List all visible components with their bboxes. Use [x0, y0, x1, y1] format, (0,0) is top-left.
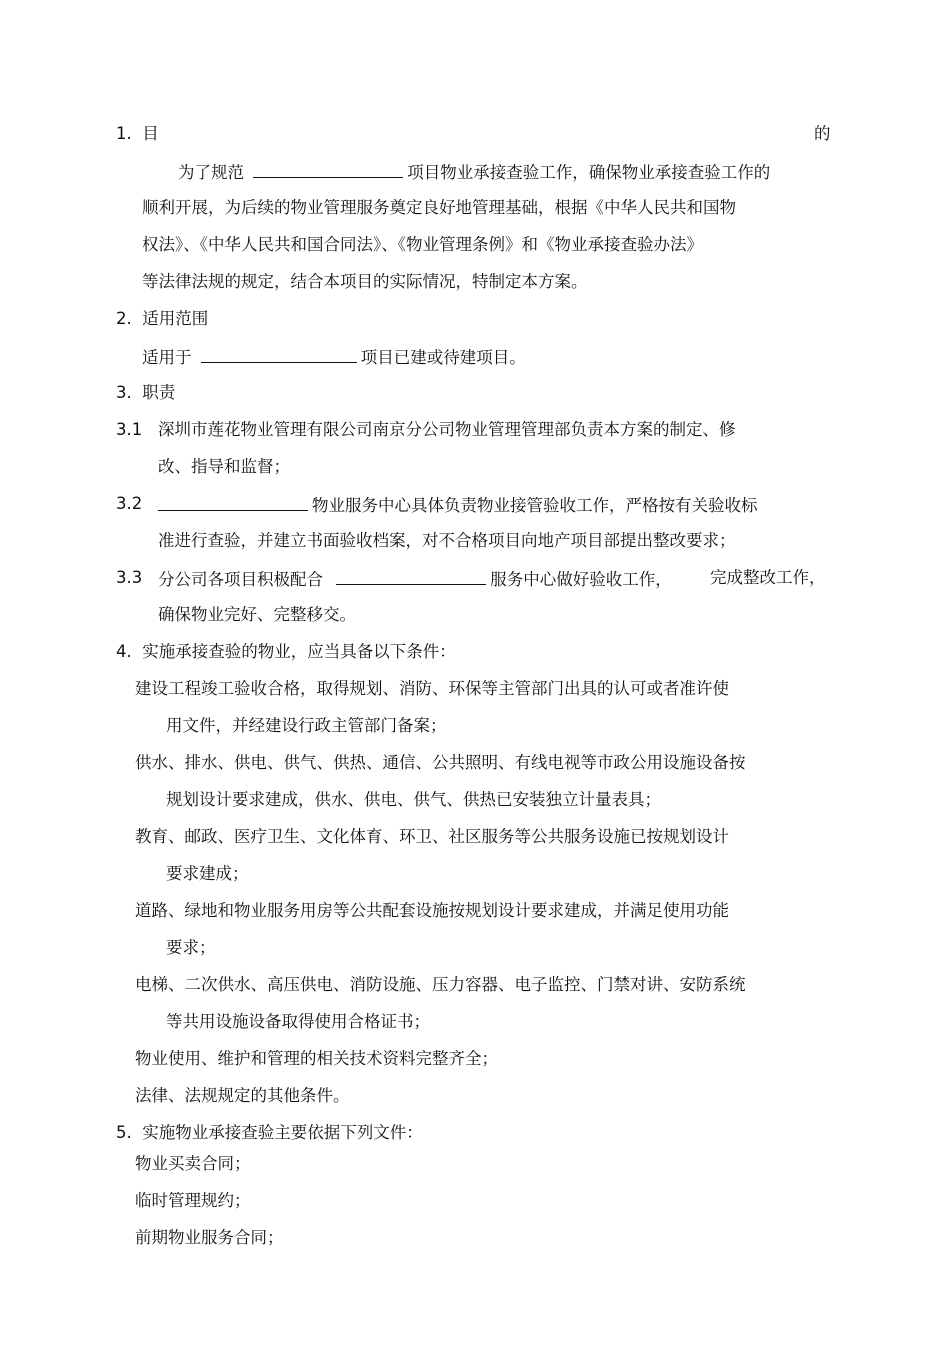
section-4-heading: [116, 641, 456, 663]
section-title: 适用范围: [142, 309, 209, 328]
section-title: 实施承接查验的物业，应当具备以下条件：: [142, 642, 456, 661]
condition-5-line-1: 电梯、二次供水、高压供电、消防设施、压力容器、电子监控、门禁对讲、安防系统: [135, 975, 746, 994]
condition-2-line-1: 供水、排水、供电、供气、供热、通信、公共照明、有线电视等市政公用设施设备按: [135, 753, 746, 772]
condition-3-line-1: 教育、邮政、医疗卫生、文化体育、环卫、社区服务等公共服务设施已按规划设计: [135, 827, 729, 846]
condition-7: 法律、法规规定的其他条件。: [135, 1086, 350, 1105]
subsection-3-3-line-1: 分公司各项目积极配合 服务中心做好验收工作，: [158, 567, 672, 591]
section-3-heading: [116, 382, 175, 404]
subsection-3-3-number: 3.3: [116, 568, 143, 587]
section-number: 1.: [116, 124, 132, 143]
condition-1-line-2: 用文件，并经建设行政主管部门备案；: [166, 716, 447, 735]
section-title: 实施物业承接查验主要依据下列文件：: [142, 1123, 423, 1142]
condition-4-line-1: 道路、绿地和物业服务用房等公共配套设施按规划设计要求建成，并满足使用功能: [135, 901, 729, 920]
fill-in-blank: [158, 493, 308, 511]
condition-4-line-2: 要求；: [166, 938, 216, 957]
condition-5-line-2: 等共用设施设备取得使用合格证书；: [166, 1012, 430, 1031]
section-1-heading: [116, 123, 159, 145]
condition-1-line-1: 建设工程竣工验收合格，取得规划、消防、环保等主管部门出具的认可或者准许使: [135, 679, 729, 698]
section-title: 目: [142, 124, 159, 143]
condition-3-line-2: 要求建成；: [166, 864, 249, 883]
subsection-3-1-number: 3.1: [116, 420, 143, 439]
section-1-line-4: 等法律法规的规定，结合本项目的实际情况，特制定本方案。: [142, 272, 588, 291]
section-1-title-tail: 的: [814, 124, 831, 143]
section-2-line-1: 适用于 项目已建或待建项目。: [142, 345, 526, 369]
condition-6: 物业使用、维护和管理的相关技术资料完整齐全；: [135, 1049, 498, 1068]
section-number: 2.: [116, 309, 132, 328]
subsection-3-1-line-2: 改、指导和监督；: [158, 457, 290, 476]
fill-in-blank: [201, 345, 357, 363]
section-1-line-3: 权法》、《中华人民共和国合同法》、《物业管理条例》和《物业承接查验办法》: [142, 235, 703, 254]
fill-in-blank: [336, 567, 486, 585]
section-number: 3.: [116, 383, 132, 402]
section-1-line-2: 顺利开展，为后续的物业管理服务奠定良好地管理基础，根据《中华人民共和国物: [142, 198, 736, 217]
subsection-3-2-line-1: 物业服务中心具体负责物业接管验收工作，严格按有关验收标: [158, 493, 758, 517]
fill-in-blank: [253, 160, 403, 178]
section-1-line-1: 为了规范 项目物业承接查验工作，确保物业承接查验工作的: [178, 160, 770, 184]
subsection-3-3-line-2: 确保物业完好、完整移交。: [158, 605, 356, 624]
subsection-3-1-line-1: 深圳市莲花物业管理有限公司南京分公司物业管理管理部负责本方案的制定、修: [158, 420, 736, 439]
subsection-3-2-number: 3.2: [116, 494, 143, 513]
condition-2-line-2: 规划设计要求建成，供水、供电、供气、供热已安装独立计量表具；: [166, 790, 661, 809]
section-title: 职责: [142, 383, 176, 402]
document-1: 物业买卖合同；: [135, 1154, 251, 1173]
section-number: 4.: [116, 642, 132, 661]
section-5-heading: [116, 1122, 423, 1144]
subsection-3-3-line-1-tail: 完成整改工作，: [710, 568, 826, 587]
section-2-heading: [116, 308, 208, 330]
document-2: 临时管理规约；: [135, 1191, 251, 1210]
document-3: 前期物业服务合同；: [135, 1228, 284, 1247]
section-number: 5.: [116, 1123, 132, 1142]
subsection-3-2-line-2: 准进行查验，并建立书面验收档案，对不合格项目向地产项目部提出整改要求；: [158, 531, 736, 550]
